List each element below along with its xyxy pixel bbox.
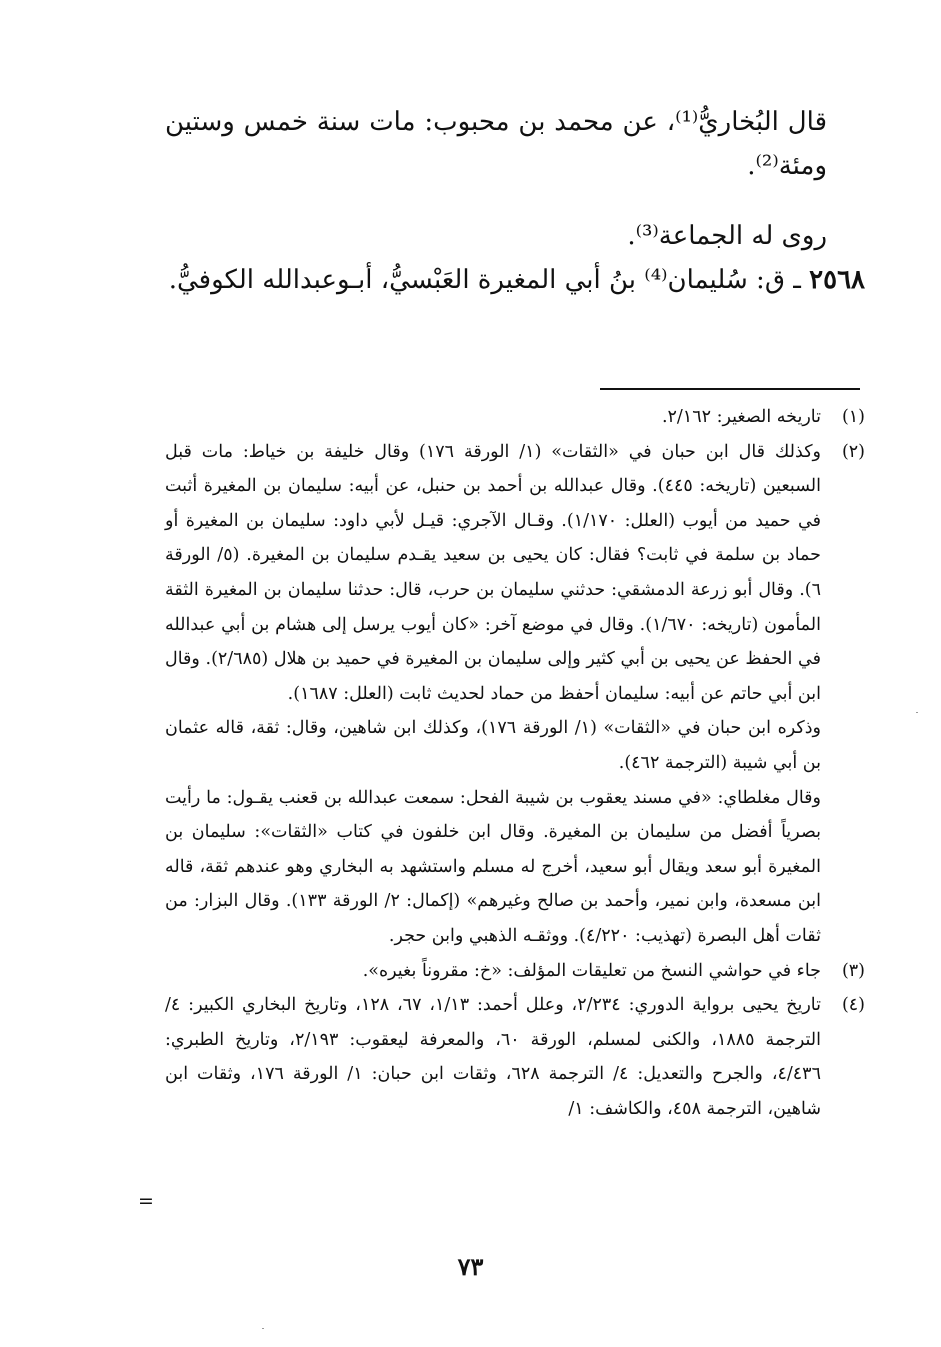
entry-number: ٢٥٦٨ (809, 265, 865, 295)
footnote-number: (٣) (841, 960, 865, 981)
scan-speck (262, 1328, 264, 1329)
footnote-number: (٤) (841, 995, 865, 1016)
footnotes (165, 400, 865, 1126)
paragraph-1: قال البُخاريُّ⁽¹⁾، عن محمد بن محبوب: مات سنة خمس وستين ومئة⁽²⁾. (165, 107, 827, 181)
footnote-text: وقال مغلطاي: «في مسند يعقوب بن شيبة الفحل: سمعت عبدالله بن قعنب يقـول: ما رأيت بصرياً أفضل من سليمان بن المغيرة. وقال ابن خلفون في كتاب «الثقات»: سليمان بن المغيرة أبو سعد ويقال أبو سعيد، أخرج له مسلم واستشهد به البخاري وهو عندهم ثقة، قاله ابن مسعدة، وابن نمير، وأحمد بن صالح وغيرهم» (إكمال: ٢/ الورقة ١٣٣). وقال البزار: من ثقات أهل البصرة (تهذيب: ٤/٢٢٠). ووثقـه الذهبي وابن حجر. (165, 787, 821, 946)
paragraph-2: روى له الجماعة⁽³⁾. (627, 221, 827, 251)
page-number: ٧٣ (457, 1252, 484, 1281)
main-text (165, 100, 865, 302)
scan-speck (916, 712, 918, 713)
footnote-separator (600, 388, 860, 390)
entry-text: ـ ق: سُليمان⁽⁴⁾ بنُ أبي المغيرة العَبْسيُّ، أبـوعبدالله الكوفيُّ. (168, 265, 801, 295)
footnote-3 (165, 954, 865, 989)
entry-paragraph (165, 258, 865, 302)
footnote-4 (165, 988, 865, 1126)
footnote-text: جاء في حواشي النسخ من تعليقات المؤلف: «خ: مقروناً بغيره». (362, 960, 821, 981)
footnote-2 (165, 435, 865, 954)
footnote-1 (165, 400, 865, 435)
footnote-text: وذكره ابن حبان في «الثقات» (١/ الورقة ١٧٦)، وكذلك ابن شاهين، وقال: ثقة، قاله عثمان بن أبي شيبة (الترجمة ٤٦٢). (165, 718, 821, 773)
continuation-mark: = (138, 1190, 154, 1212)
footnote-text: تاريخه الصغير: ٢/١٦٢. (661, 407, 821, 427)
footnote-number: (٢) (841, 441, 865, 462)
footnote-text: تاريخ يحيى برواية الدوري: ٢/٢٣٤، وعلل أحمد: ١/١٣، ٦٧، ١٢٨، وتاريخ البخاري الكبير: ٤/ الترجمة ١٨٨٥، والكنى لمسلم، الورقة ٦٠، والمعرفة ليعقوب: ٢/١٩٣، وتاريخ الطبري: ٤/٤٣٦، والجرح والتعديل: ٤/ الترجمة ٦٢٨، وثقات ابن حبان: ١/ الورقة ١٧٦، وثقات ابن شاهين، الترجمة ٤٥٨، والكاشف: ١/ (165, 995, 822, 1119)
footnote-number: (١) (841, 407, 865, 427)
footnote-text: وكذلك قال ابن حبان في «الثقات» (١/ الورقة ١٧٦) وقال خليفة بن خياط: مات قبل السبعين (تاريخه: ٤٤٥). وقال عبدالله بن أحمد بن حنبل، عن أبيه: سليمان بن المغيرة أثبت في حميد من أيوب (العلل: ١/١٧٠). وقـال الآجري: قيـل لأبي داود: سليمان بن المغيرة أو حماد بن سلمة في ثابت؟ فقال: كان يحيى بن سعيد يقـدم سليمان بن المغيرة. (٥/ الورقة ٦). وقال أبو زرعة الدمشقي: حدثني سليمان بن حرب، قال: حدثنا سليمان بن المغيرة الثقة المأمون (تاريخه: ١/٦٧٠). وقال في موضع آخر: «كان أيوب يرسل إلى هشام بن أبي عبدالله في الحفظ عن يحيى بن أبي كثير وإلى سليمان بن المغيرة في حميد بن هلال (٢/٦٨٥). وقال ابن أبي حاتم عن أبيه: سليمان أحفظ من حماد لحديث ثابت (العلل: ١٦٨٧). (165, 441, 821, 704)
